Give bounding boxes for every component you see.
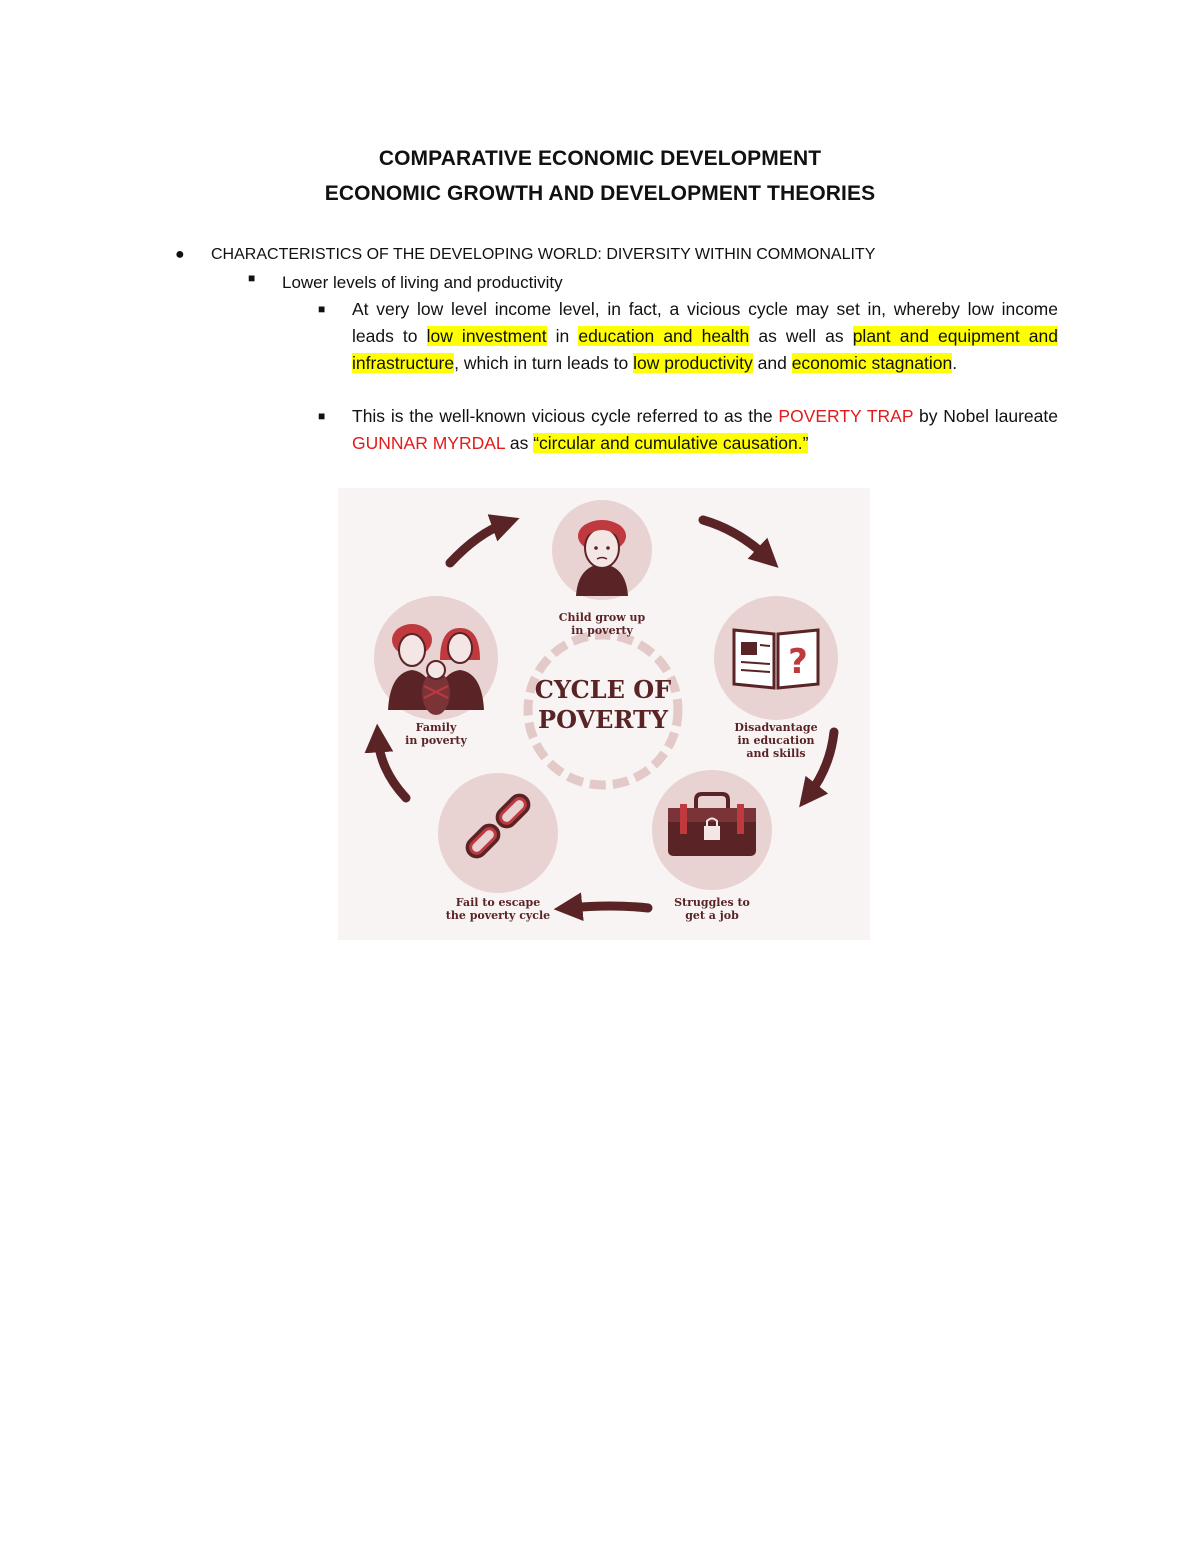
caption-education-line2: in education	[737, 734, 815, 747]
caption-family-line1: Family	[415, 721, 457, 734]
text-run: and	[752, 353, 792, 373]
text-run: .	[952, 353, 958, 373]
page-title: COMPARATIVE ECONOMIC DEVELOPMENT	[378, 147, 822, 170]
caption-fail-line2: the poverty cycle	[445, 909, 551, 922]
highlight-plant-equipment: plant and equipment and infrastructure	[352, 326, 1059, 373]
text-run: This is the well-known vicious cycle referred to as the	[352, 406, 779, 426]
caption-job-line2: get a job	[685, 909, 739, 922]
svg-text:?: ?	[788, 642, 808, 682]
paragraph-poverty-trap	[352, 403, 1058, 457]
caption-fail-line1: Fail to escape	[455, 896, 541, 909]
highlight-education-health: education and health	[578, 326, 750, 346]
caption-job-line1: Struggles to	[674, 896, 750, 909]
node-child	[552, 500, 652, 637]
caption-child-line1: Child grow up	[558, 611, 646, 624]
text-run: in	[546, 326, 579, 346]
highlight-circular-causation: “circular and cumulative causation.”	[533, 433, 809, 453]
text-run: by Nobel laureate	[913, 406, 1058, 426]
bullet-square-icon: ■	[248, 271, 256, 285]
bullet-text: Lower levels of living and productivity	[282, 273, 563, 292]
red-term-poverty-trap: POVERTY TRAP	[778, 406, 914, 426]
text-run: as well as	[749, 326, 853, 346]
highlight-economic-stagnation: economic stagnation	[791, 353, 953, 373]
caption-family-line2: in poverty	[405, 734, 467, 747]
page-subtitle: ECONOMIC GROWTH AND DEVELOPMENT THEORIES	[324, 182, 876, 205]
cycle-of-poverty-diagram	[338, 488, 870, 940]
red-term-gunnar-myrdal: GUNNAR MYRDAL	[352, 433, 505, 453]
highlight-low-productivity: low productivity	[633, 353, 753, 373]
center-title-line1: CYCLE OF	[534, 675, 672, 704]
text-run: , which in turn leads to	[454, 353, 634, 373]
bullet-dot-icon: ●	[175, 246, 185, 263]
text-run: At very low level income level, in fact, a vicious cycle may set in, whereby low income leads to	[352, 299, 1058, 346]
bullet-square-icon: ■	[318, 409, 326, 423]
highlight-low-investment: low investment	[426, 326, 547, 346]
text-run: as	[504, 433, 534, 453]
paragraph-vicious-cycle	[352, 296, 1058, 377]
caption-child-line2: in poverty	[571, 624, 633, 637]
bullet-text: CHARACTERISTICS OF THE DEVELOPING WORLD: DIVERSITY WITHIN COMMONALITY	[211, 246, 876, 263]
center-title-line2: POVERTY	[538, 705, 668, 734]
caption-education-line1: Disadvantage	[734, 721, 818, 734]
caption-education-line3: and skills	[746, 747, 806, 760]
arrow-job-to-fail	[568, 906, 648, 908]
bullet-square-icon: ■	[318, 302, 326, 316]
node-fail	[438, 773, 558, 922]
